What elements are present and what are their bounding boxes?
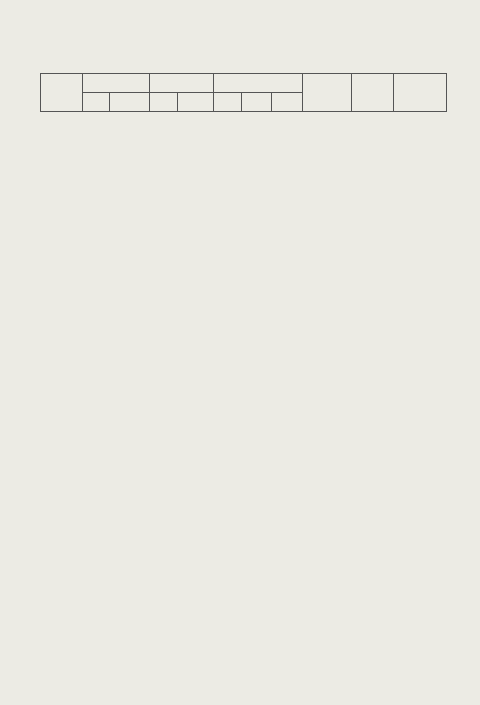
subheader-cell	[241, 93, 271, 112]
header-year	[41, 74, 83, 112]
subheader-cell	[177, 93, 213, 112]
header-cinema	[82, 74, 150, 93]
header-audience	[352, 74, 394, 112]
subheader-cell	[110, 93, 150, 112]
subheader-cell	[214, 93, 242, 112]
subheader-cell	[272, 93, 302, 112]
header-film-team	[214, 74, 303, 93]
subheader-cell	[82, 93, 110, 112]
header-income	[393, 74, 446, 112]
header-shows	[302, 74, 351, 112]
subheader-cell	[150, 93, 178, 112]
statistics-table	[40, 73, 447, 112]
table-header-row	[41, 74, 447, 93]
header-theater	[150, 74, 214, 93]
